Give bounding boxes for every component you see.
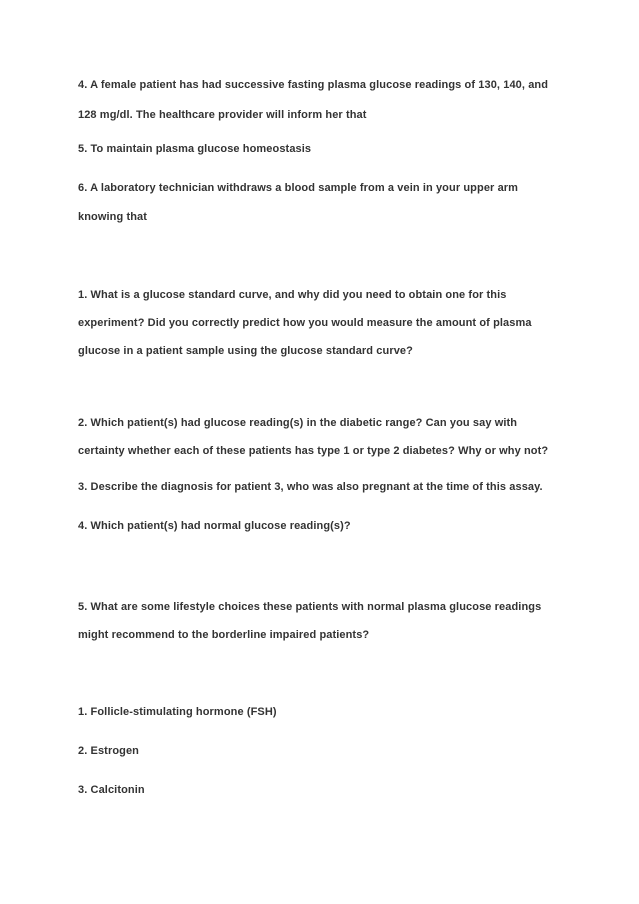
text-line: 1. What is a glucose standard curve, and why did you need to obtain one for this bbox=[78, 289, 507, 301]
text-line: certainty whether each of these patients has type 1 or type 2 diabetes? Why or why not? bbox=[78, 445, 549, 457]
text-line: 4. Which patient(s) had normal glucose reading(s)? bbox=[78, 520, 351, 532]
text-line: knowing that bbox=[78, 211, 148, 223]
text-line: 3. Describe the diagnosis for patient 3, who was also pregnant at the time of this assay. bbox=[78, 481, 543, 493]
text-line: 5. What are some lifestyle choices these patients with normal plasma glucose readings bbox=[78, 601, 542, 613]
text-line: 4. A female patient has had successive fasting plasma glucose readings of 130, 140, and bbox=[78, 79, 549, 91]
text-line: 3. Calcitonin bbox=[78, 784, 145, 796]
text-line: 2. Estrogen bbox=[78, 745, 140, 757]
text-line: 2. Which patient(s) had glucose reading(s) in the diabetic range? Can you say with bbox=[78, 417, 518, 429]
text-line: glucose in a patient sample using the glucose standard curve? bbox=[78, 345, 413, 357]
text-line: 5. To maintain plasma glucose homeostasis bbox=[78, 143, 312, 155]
text-line: might recommend to the borderline impaired patients? bbox=[78, 629, 370, 641]
text-line: 128 mg/dl. The healthcare provider will inform her that bbox=[78, 109, 367, 121]
text-line: 1. Follicle-stimulating hormone (FSH) bbox=[78, 706, 277, 718]
text-line: experiment? Did you correctly predict how you would measure the amount of plasma bbox=[78, 317, 532, 329]
text-line: 6. A laboratory technician withdraws a blood sample from a vein in your upper arm bbox=[78, 182, 519, 194]
